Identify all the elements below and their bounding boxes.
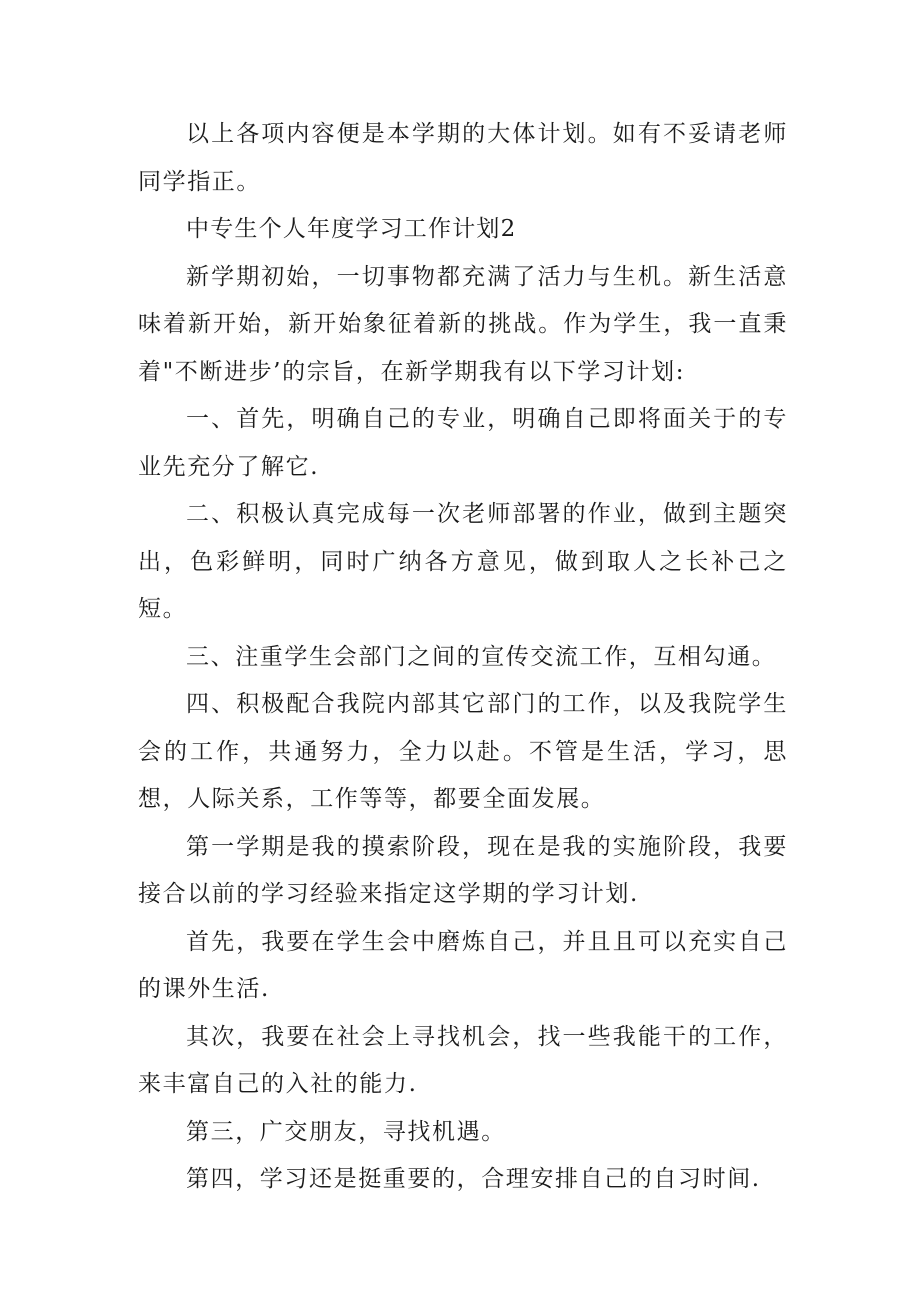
paragraph-item-1: 一、首先，明确自己的专业，明确自己即将面关于的专业先充分了解它. [138, 406, 788, 480]
paragraph-first-term: 第一学期是我的摸索阶段，现在是我的实施阶段，我要接合以前的学习经验来指定这学期的学习计划. [138, 833, 788, 907]
paragraph-conclusion: 以上各项内容便是本学期的大体计划。如有不妥请老师同学指正。 [138, 121, 788, 195]
paragraph-thirdly: 第三，广交朋友，寻找机遇。 [186, 1118, 506, 1145]
document-body [138, 111, 788, 1204]
paragraph-fourthly: 第四，学习还是挺重要的，合理安排自己的自习时间. [186, 1166, 761, 1192]
paragraph-item-3: 三、注重学生会部门之间的宣传交流工作，互相勾通。 [186, 643, 777, 670]
section-heading: 中专生个人年度学习工作计划2 [186, 216, 517, 242]
paragraph-item-2: 二、积极认真完成每一次老师部署的作业，做到主题突出，色彩鲜明，同时广纳各方意见，做到取人之长补己之短。 [138, 501, 788, 622]
paragraph-intro: 新学期初始，一切事物都充满了活力与生机。新生活意味着新开始，新开始象征着新的挑战。作为学生，我一直秉着"不断进步’的宗旨，在新学期我有以下学习计划: [138, 263, 788, 385]
paragraph-firstly: 首先，我要在学生会中磨炼自己，并且且可以充实自己的课外生活. [138, 928, 788, 1002]
paragraph-secondly: 其次，我要在社会上寻找机会，找一些我能干的工作，来丰富自己的入社的能力. [138, 1023, 788, 1097]
paragraph-item-4: 四、积极配合我院内部其它部门的工作，以及我院学生会的工作，共通努力，全力以赴。不管是生活，学习，思想，人际关系，工作等等，都要全面发展。 [138, 691, 788, 812]
